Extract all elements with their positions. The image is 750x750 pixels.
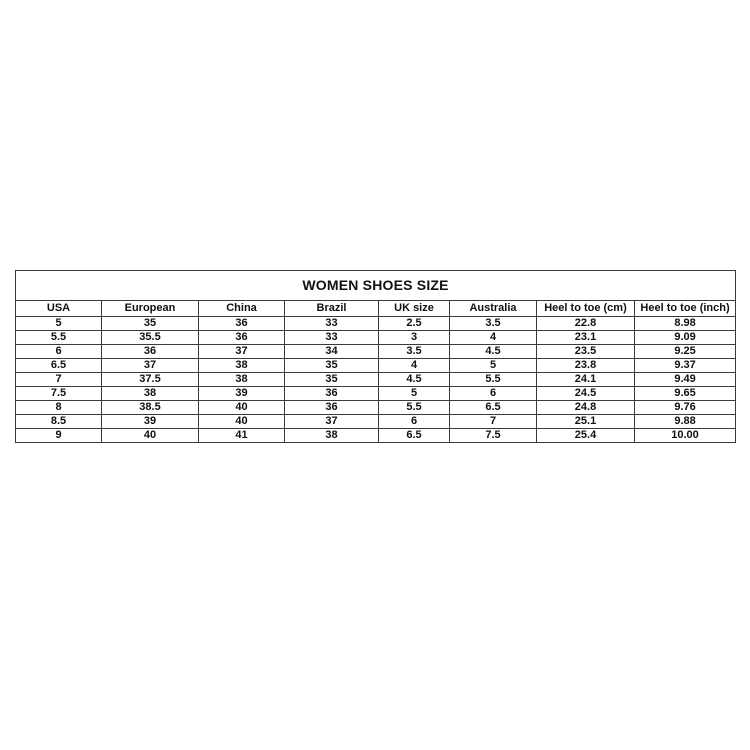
table-cell: 41 [199, 429, 285, 443]
table-cell: 4.5 [450, 345, 537, 359]
header-heel-to-toe-inch: Heel to toe (inch) [635, 301, 736, 317]
table-cell: 9.25 [635, 345, 736, 359]
table-cell: 9.76 [635, 401, 736, 415]
table-cell: 3.5 [450, 317, 537, 331]
table-cell: 8.98 [635, 317, 736, 331]
header-brazil: Brazil [285, 301, 379, 317]
table-cell: 9.65 [635, 387, 736, 401]
table-cell: 6.5 [450, 401, 537, 415]
title-row [16, 271, 736, 301]
table-cell: 9.37 [635, 359, 736, 373]
table-cell: 4 [450, 331, 537, 345]
table-cell: 5 [450, 359, 537, 373]
table-cell: 6.5 [379, 429, 450, 443]
table-cell: 5.5 [16, 331, 102, 345]
table-row [16, 317, 736, 331]
table-row [16, 401, 736, 415]
table-cell: 8.5 [16, 415, 102, 429]
header-european: European [102, 301, 199, 317]
table-cell: 38.5 [102, 401, 199, 415]
table-cell: 25.1 [537, 415, 635, 429]
table-cell: 23.5 [537, 345, 635, 359]
table-cell: 38 [199, 373, 285, 387]
table-row [16, 387, 736, 401]
table-row [16, 331, 736, 345]
table-cell: 9.49 [635, 373, 736, 387]
table-cell: 36 [285, 401, 379, 415]
table-cell: 7.5 [450, 429, 537, 443]
table-cell: 7 [450, 415, 537, 429]
table-cell: 38 [199, 359, 285, 373]
table-cell: 5 [379, 387, 450, 401]
table-body [16, 317, 736, 443]
table-cell: 25.4 [537, 429, 635, 443]
table-cell: 6.5 [16, 359, 102, 373]
table-cell: 24.1 [537, 373, 635, 387]
table-title: WOMEN SHOES SIZE [16, 271, 736, 301]
table-row [16, 345, 736, 359]
table-cell: 7.5 [16, 387, 102, 401]
table-cell: 6 [450, 387, 537, 401]
table-cell: 6 [16, 345, 102, 359]
header-row [16, 301, 736, 317]
table-cell: 24.5 [537, 387, 635, 401]
table-cell: 37 [285, 415, 379, 429]
table-cell: 3.5 [379, 345, 450, 359]
table-cell: 4 [379, 359, 450, 373]
table-cell: 6 [379, 415, 450, 429]
table-cell: 3 [379, 331, 450, 345]
table-cell: 24.8 [537, 401, 635, 415]
table-cell: 36 [102, 345, 199, 359]
table-cell: 35 [102, 317, 199, 331]
table-cell: 34 [285, 345, 379, 359]
table-cell: 40 [199, 415, 285, 429]
table-cell: 5 [16, 317, 102, 331]
table-cell: 8 [16, 401, 102, 415]
table-cell: 35 [285, 359, 379, 373]
table-cell: 5.5 [379, 401, 450, 415]
table-row [16, 429, 736, 443]
table-cell: 37.5 [102, 373, 199, 387]
header-uk-size: UK size [379, 301, 450, 317]
table-cell: 36 [199, 331, 285, 345]
table-cell: 2.5 [379, 317, 450, 331]
size-chart-table [15, 270, 736, 443]
table-cell: 23.8 [537, 359, 635, 373]
table-cell: 36 [199, 317, 285, 331]
table-cell: 7 [16, 373, 102, 387]
table-cell: 38 [102, 387, 199, 401]
table-cell: 5.5 [450, 373, 537, 387]
table-cell: 40 [102, 429, 199, 443]
table-cell: 4.5 [379, 373, 450, 387]
header-australia: Australia [450, 301, 537, 317]
table-cell: 36 [285, 387, 379, 401]
table-cell: 9.88 [635, 415, 736, 429]
table-cell: 9 [16, 429, 102, 443]
table-cell: 39 [199, 387, 285, 401]
header-usa: USA [16, 301, 102, 317]
table-row [16, 373, 736, 387]
header-heel-to-toe-cm: Heel to toe (cm) [537, 301, 635, 317]
table-row [16, 415, 736, 429]
table-cell: 35.5 [102, 331, 199, 345]
table-row [16, 359, 736, 373]
table-cell: 33 [285, 331, 379, 345]
table-cell: 40 [199, 401, 285, 415]
table-cell: 33 [285, 317, 379, 331]
header-china: China [199, 301, 285, 317]
table-cell: 22.8 [537, 317, 635, 331]
table-cell: 38 [285, 429, 379, 443]
table-cell: 39 [102, 415, 199, 429]
table-cell: 37 [199, 345, 285, 359]
table-cell: 35 [285, 373, 379, 387]
table-cell: 23.1 [537, 331, 635, 345]
table-cell: 9.09 [635, 331, 736, 345]
table-cell: 10.00 [635, 429, 736, 443]
table-cell: 37 [102, 359, 199, 373]
